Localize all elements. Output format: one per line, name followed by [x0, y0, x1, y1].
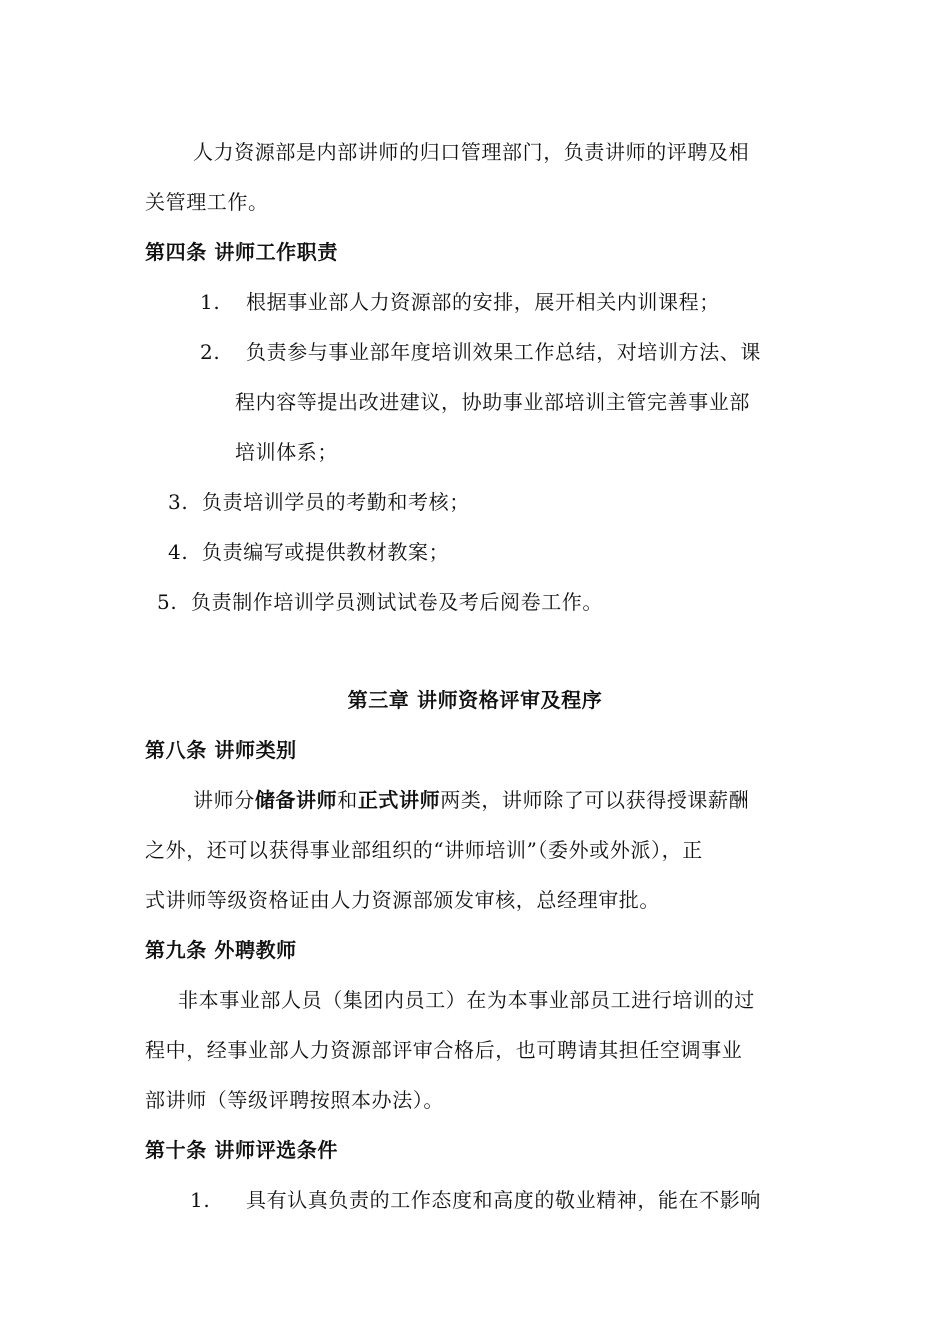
paragraph-line — [193, 786, 749, 814]
list-item — [168, 538, 449, 566]
list-number: 2. — [200, 340, 221, 364]
paragraph-line: 关管理工作。 — [145, 190, 269, 214]
paragraph-line: 式讲师等级资格证由人力资源部颁发审核，总经理审批。 — [145, 888, 660, 912]
list-item — [168, 488, 470, 516]
text-segment: 讲师分 — [193, 788, 255, 812]
list-number: 5. — [157, 590, 178, 614]
text-segment: 和 — [337, 788, 358, 812]
bold-term: 储备讲师 — [254, 788, 338, 812]
article-heading: 第九条 外聘教师 — [145, 938, 297, 962]
text-segment: 两类，讲师除了可以获得授课薪酬 — [440, 788, 750, 812]
list-item — [190, 1186, 761, 1214]
list-number: 1. — [190, 1188, 211, 1212]
list-number: 4. — [168, 540, 189, 564]
article-heading: 第八条 讲师类别 — [145, 738, 297, 762]
list-text: 负责编写或提供教材教案； — [202, 540, 450, 564]
paragraph-line: 部讲师（等级评聘按照本办法）。 — [145, 1088, 444, 1112]
list-item — [200, 338, 761, 366]
paragraph-line: 非本事业部人员（集团内员工）在为本事业部员工进行培训的过 — [178, 988, 755, 1012]
list-text: 根据事业部人力资源部的安排，展开相关内训课程； — [246, 290, 720, 314]
article-heading: 第四条 讲师工作职责 — [145, 240, 338, 264]
list-number: 1. — [200, 290, 221, 314]
list-item-continuation: 程内容等提出改进建议，协助事业部培训主管完善事业部 — [235, 390, 750, 414]
list-text: 负责培训学员的考勤和考核； — [202, 490, 470, 514]
bold-term: 正式讲师 — [357, 788, 441, 812]
paragraph-line: 人力资源部是内部讲师的归口管理部门，负责讲师的评聘及相 — [193, 140, 750, 164]
article-heading: 第十条 讲师评选条件 — [145, 1138, 338, 1162]
list-item — [157, 588, 603, 616]
list-text: 具有认真负责的工作态度和高度的敬业精神，能在不影响 — [246, 1188, 761, 1212]
list-item — [200, 288, 720, 316]
list-text: 负责制作培训学员测试试卷及考后阅卷工作。 — [191, 590, 603, 614]
chapter-title: 第三章 讲师资格评审及程序 — [347, 688, 603, 712]
list-number: 3. — [168, 490, 189, 514]
paragraph-line: 程中，经事业部人力资源部评审合格后，也可聘请其担任空调事业 — [145, 1038, 743, 1062]
list-text: 负责参与事业部年度培训效果工作总结，对培训方法、课 — [246, 340, 761, 364]
list-item-continuation: 培训体系； — [235, 440, 338, 464]
paragraph-line: 之外，还可以获得事业部组织的“讲师培训”（委外或外派），正 — [145, 838, 703, 862]
